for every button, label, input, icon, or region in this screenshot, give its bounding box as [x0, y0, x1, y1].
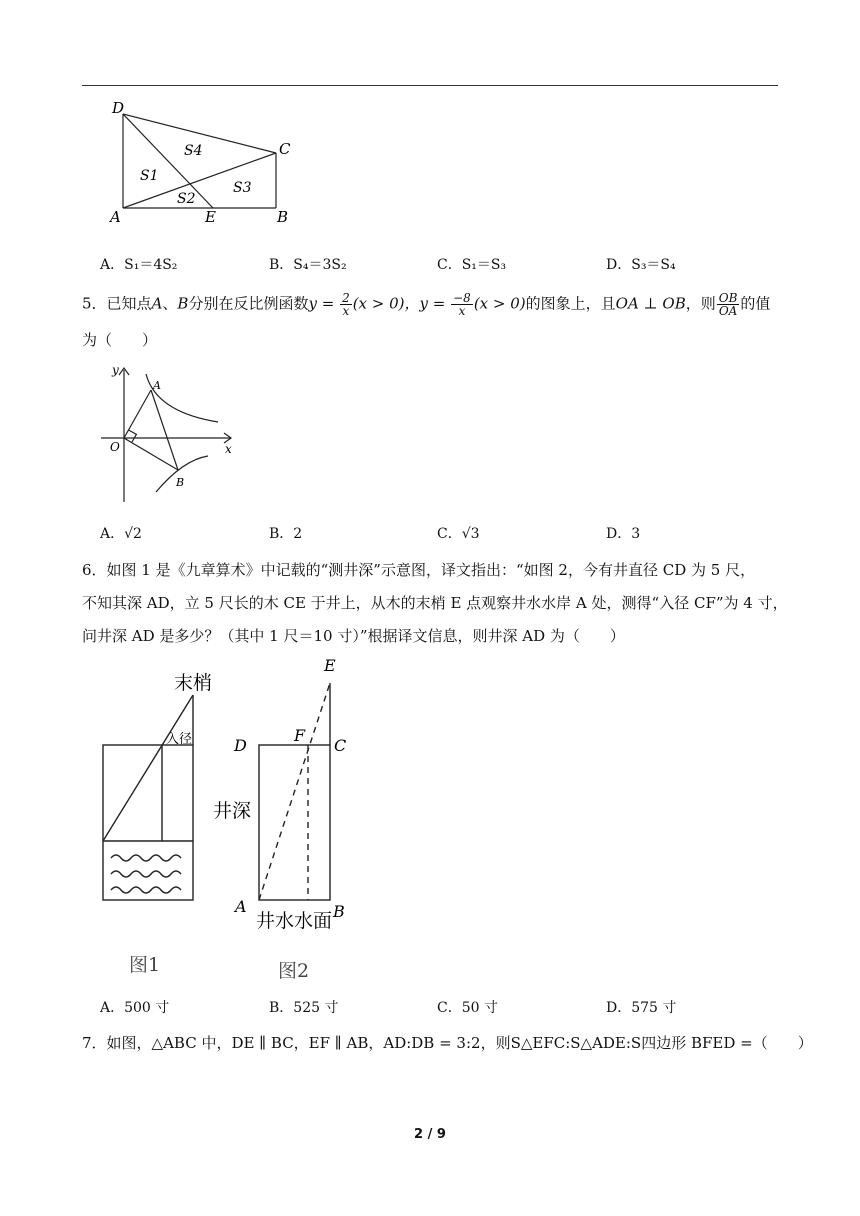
q5-text3: 的图象上，且	[525, 294, 616, 313]
fig1-side-label: 入径	[166, 732, 193, 747]
q6-option-a: A．500 寸	[100, 1000, 170, 1016]
q5-f2-lhs: y =	[419, 294, 451, 313]
fig2-label-c: C	[334, 736, 347, 755]
label-S4: S4	[184, 143, 203, 159]
fig2-label-f: F	[294, 726, 306, 745]
q6-option-c: C．50 寸	[437, 1000, 498, 1016]
q4-figure	[100, 95, 310, 230]
q6-option-d: D．575 寸	[606, 1000, 677, 1016]
fig2-bottom-label: 井水水面	[256, 910, 333, 932]
axis-y-label: y	[112, 363, 119, 377]
q5-line2: 为（ ）	[82, 331, 158, 349]
q5-frac-1	[340, 292, 352, 317]
header-rule	[82, 85, 778, 86]
q6-line2: 不知其深 AD，立 5 尺长的木 CE 于井上，从木的末梢 E 点观察井水水岸 A 处，测得“入径 CF”为 4 寸，	[82, 594, 788, 612]
q5-ratio-den: OA	[718, 304, 738, 318]
q5-f2-cond: (x > 0)	[473, 294, 526, 313]
label-A: A	[110, 208, 121, 226]
fig1-caption: 图1	[129, 954, 161, 976]
origin-label: O	[110, 440, 120, 454]
fig2-caption: 图2	[278, 960, 310, 982]
fig2-label-b: B	[333, 902, 345, 921]
fig1-top-label: 末梢	[174, 672, 213, 694]
label-D: D	[112, 99, 125, 117]
label-B: B	[277, 208, 289, 226]
q5-option-c: C．√3	[437, 526, 480, 542]
label-S2: S2	[177, 191, 196, 207]
q5-f2-den: x	[458, 304, 466, 318]
q5-point-a: A	[151, 294, 163, 313]
fig2-side-label: 井深	[213, 800, 252, 822]
label-S1: S1	[140, 168, 159, 184]
q5-point-b: B	[177, 294, 189, 313]
q5-sep: 、	[162, 294, 178, 313]
q4-option-a: A．S₁＝4S₂	[100, 257, 178, 273]
q5-text2: 分别在反比例函数	[188, 294, 309, 313]
fig2-label-a: A	[235, 897, 247, 916]
label-C: C	[279, 140, 291, 158]
q5-option-d: D．3	[606, 526, 641, 542]
q5-f1-cond: (x > 0)，	[352, 294, 420, 313]
well-figure-2	[259, 683, 330, 900]
label-E: E	[205, 208, 216, 226]
q5-f2-num: −8	[453, 291, 471, 305]
q5-option-b: B．2	[269, 526, 303, 542]
q5-frac-2	[451, 292, 473, 317]
q5-f1-lhs: y =	[308, 294, 340, 313]
q7-line: 7．如图，△ABC 中，DE ∥ BC，EF ∥ AB，AD:DB = 3:2，则S△EFC:S△ADE:S四边形 BFED =（ ）	[82, 1034, 813, 1052]
q5-text5: 的值	[740, 294, 771, 313]
point-b-label: B	[176, 476, 185, 489]
q6-option-b: B．525 寸	[269, 1000, 339, 1016]
q5-option-a: A．√2	[100, 526, 142, 542]
axis-x-label: x	[225, 442, 232, 456]
q5-f1-num: 2	[342, 291, 350, 305]
q6-line3: 问井深 AD 是多少？（其中 1 尺＝10 寸）”根据译文信息，则井深 AD 为（ ）	[82, 627, 625, 645]
q5-line1	[82, 292, 770, 317]
q6-figures	[96, 655, 366, 985]
q5-ratio-num: OB	[718, 291, 738, 305]
q5-perp: OA ⊥ OB	[615, 294, 686, 313]
q5-number: 5．	[82, 294, 107, 313]
q5-text4: ，则	[685, 294, 716, 313]
q4-option-c: C．S₁＝S₃	[437, 257, 507, 273]
page-number: 2 / 9	[414, 1127, 446, 1142]
label-S3: S3	[233, 180, 252, 196]
well-figure-1	[103, 695, 193, 900]
q5-ratio	[717, 292, 740, 317]
point-a-label: A	[153, 379, 161, 392]
q4-option-d: D．S₃＝S₄	[606, 257, 676, 273]
q4-option-b: B．S₄＝3S₂	[269, 257, 347, 273]
q5-text1: 已知点	[106, 294, 152, 313]
q5-f1-den: x	[342, 304, 350, 318]
q6-line1: 6．如图 1 是《九章算术》中记载的“测井深”示意图，译文指出：“如图 2，今有井直径 CD 为 5 尺，	[82, 561, 756, 579]
fig2-label-d: D	[234, 736, 247, 755]
fig2-label-e: E	[324, 656, 336, 675]
q5-figure	[98, 360, 243, 510]
